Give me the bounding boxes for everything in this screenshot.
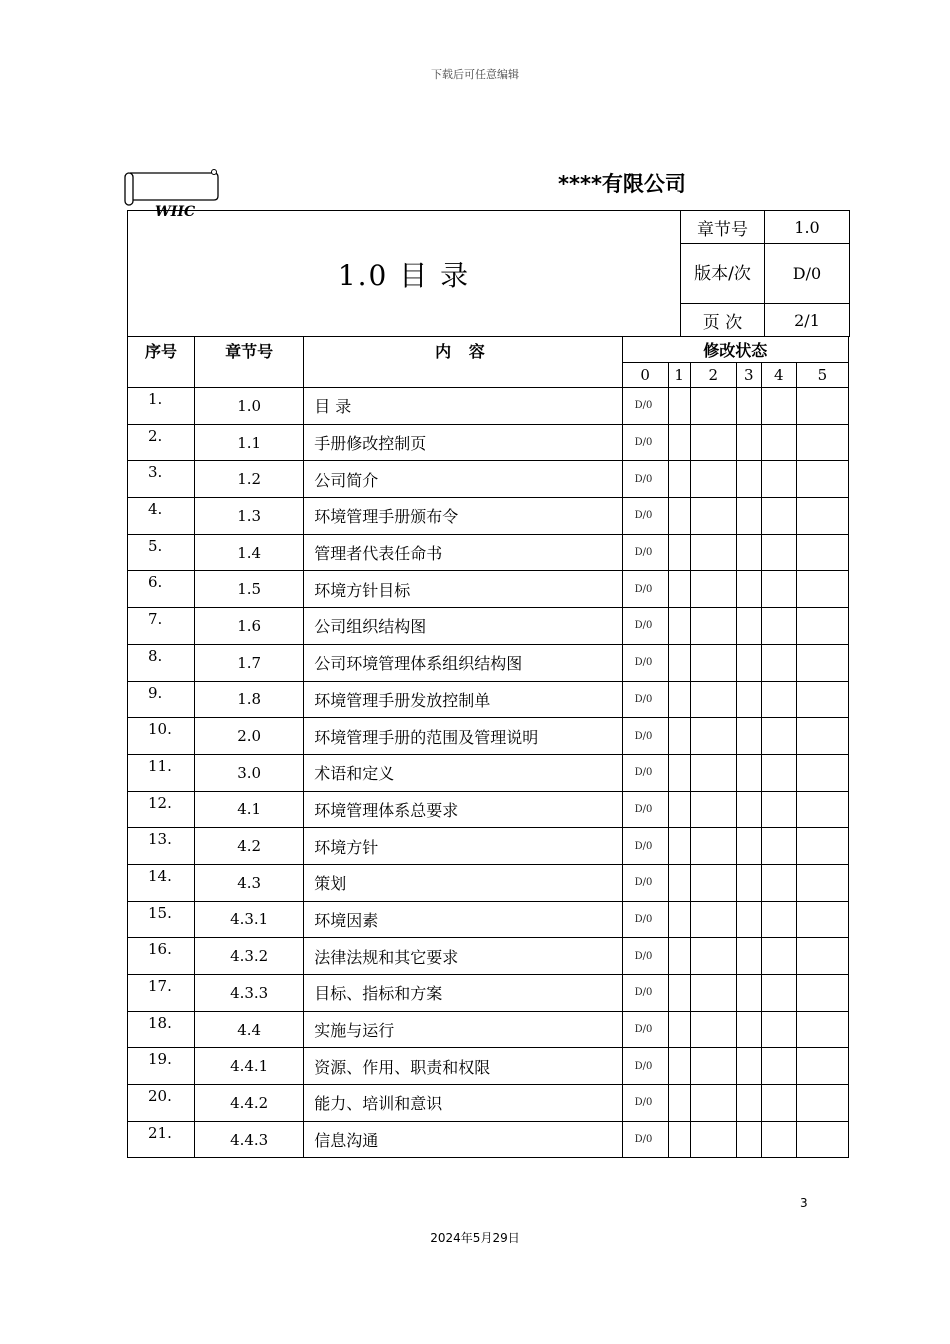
row-status-3 [736,754,761,791]
row-status-3 [736,791,761,828]
row-status-5 [796,644,848,681]
row-seq: 12. [128,791,195,828]
row-status-3 [736,608,761,645]
row-chapter: 1.8 [195,681,304,718]
row-status-4 [761,681,796,718]
table-row [128,938,849,975]
row-status-1 [668,1085,690,1122]
row-status-1 [668,1121,690,1158]
row-status-5 [796,828,848,865]
row-status-0: D/0 [622,1048,668,1085]
row-chapter: 1.2 [195,461,304,498]
row-content: 实施与运行 [304,1011,622,1048]
row-status-1 [668,791,690,828]
row-status-0: D/0 [622,644,668,681]
row-status-2 [690,718,736,755]
row-status-5 [796,791,848,828]
row-status-2 [690,1011,736,1048]
row-status-3 [736,534,761,571]
row-status-5 [796,938,848,975]
row-status-2 [690,644,736,681]
version-label: 版本/次 [681,244,765,304]
table-row [128,828,849,865]
row-content: 目标、指标和方案 [304,975,622,1012]
row-content: 环境因素 [304,901,622,938]
row-status-0: D/0 [622,938,668,975]
row-status-5 [796,864,848,901]
row-status-2 [690,901,736,938]
page-number: 3 [800,1196,808,1210]
row-content: 环境管理体系总要求 [304,791,622,828]
row-status-1 [668,975,690,1012]
row-chapter: 4.3.3 [195,975,304,1012]
version-0: 0 [622,363,668,388]
row-status-2 [690,681,736,718]
version-5: 5 [796,363,848,388]
row-status-4 [761,424,796,461]
row-status-2 [690,534,736,571]
row-status-3 [736,864,761,901]
row-status-3 [736,461,761,498]
row-status-5 [796,754,848,791]
row-seq: 16. [128,938,195,975]
row-status-4 [761,461,796,498]
row-status-4 [761,828,796,865]
row-status-3 [736,975,761,1012]
row-content: 目 录 [304,388,622,425]
row-chapter: 4.4 [195,1011,304,1048]
row-chapter: 1.1 [195,424,304,461]
row-status-1 [668,608,690,645]
row-status-1 [668,1011,690,1048]
row-content: 环境方针目标 [304,571,622,608]
row-status-1 [668,828,690,865]
row-status-3 [736,571,761,608]
row-status-0: D/0 [622,1011,668,1048]
row-status-1 [668,754,690,791]
row-status-0: D/0 [622,534,668,571]
row-status-1 [668,718,690,755]
row-status-0: D/0 [622,975,668,1012]
table-row [128,1085,849,1122]
row-seq: 10. [128,718,195,755]
row-status-2 [690,461,736,498]
row-seq: 13. [128,828,195,865]
row-status-2 [690,754,736,791]
table-row [128,571,849,608]
row-status-4 [761,534,796,571]
company-name: ****有限公司 [558,172,686,196]
row-status-4 [761,1048,796,1085]
row-status-1 [668,681,690,718]
row-status-0: D/0 [622,828,668,865]
table-row [128,975,849,1012]
row-status-0: D/0 [622,718,668,755]
row-chapter: 3.0 [195,754,304,791]
row-status-1 [668,461,690,498]
row-status-4 [761,975,796,1012]
row-content: 手册修改控制页 [304,424,622,461]
row-seq: 20. [128,1085,195,1122]
row-status-1 [668,1048,690,1085]
row-status-1 [668,901,690,938]
row-status-1 [668,864,690,901]
row-status-2 [690,388,736,425]
version-value: D/0 [765,244,850,304]
logo-text: WHC [155,204,196,218]
chapter-value: 1.0 [765,211,850,244]
row-chapter: 4.2 [195,828,304,865]
row-status-3 [736,828,761,865]
row-status-4 [761,1121,796,1158]
row-chapter: 2.0 [195,718,304,755]
row-status-3 [736,498,761,535]
row-status-0: D/0 [622,608,668,645]
table-row [128,644,849,681]
row-status-4 [761,644,796,681]
row-content: 资源、作用、职责和权限 [304,1048,622,1085]
footer-date: 2024年5月29日 [430,1231,520,1245]
document-title: 1.0 目 录 [128,211,681,337]
row-chapter: 1.6 [195,608,304,645]
row-chapter: 1.3 [195,498,304,535]
row-seq: 15. [128,901,195,938]
row-status-3 [736,644,761,681]
row-status-5 [796,608,848,645]
row-seq: 7. [128,608,195,645]
row-status-0: D/0 [622,571,668,608]
row-chapter: 1.0 [195,388,304,425]
row-seq: 3. [128,461,195,498]
row-status-5 [796,1048,848,1085]
contents-rows [128,388,849,1158]
table-row [128,718,849,755]
row-chapter: 4.1 [195,791,304,828]
row-seq: 8. [128,644,195,681]
row-status-5 [796,681,848,718]
row-content: 能力、培训和意识 [304,1085,622,1122]
row-status-0: D/0 [622,864,668,901]
row-chapter: 4.3 [195,864,304,901]
row-status-5 [796,975,848,1012]
table-row [128,1121,849,1158]
col-status-header: 修改状态 [622,337,848,363]
row-status-5 [796,498,848,535]
row-status-0: D/0 [622,681,668,718]
row-status-4 [761,571,796,608]
row-seq: 2. [128,424,195,461]
row-status-0: D/0 [622,791,668,828]
row-status-4 [761,938,796,975]
table-row [128,901,849,938]
table-row [128,791,849,828]
row-status-4 [761,1011,796,1048]
row-status-2 [690,791,736,828]
row-status-3 [736,718,761,755]
row-seq: 11. [128,754,195,791]
col-content-header: 内 容 [304,337,622,388]
row-status-4 [761,498,796,535]
row-content: 公司简介 [304,461,622,498]
row-status-1 [668,571,690,608]
row-status-3 [736,388,761,425]
row-status-4 [761,754,796,791]
table-row [128,1048,849,1085]
row-status-0: D/0 [622,754,668,791]
row-seq: 14. [128,864,195,901]
row-status-3 [736,1048,761,1085]
table-row [128,754,849,791]
row-status-4 [761,864,796,901]
row-status-1 [668,938,690,975]
row-status-0: D/0 [622,461,668,498]
version-2: 2 [690,363,736,388]
page-label: 页 次 [681,304,765,337]
row-status-1 [668,534,690,571]
download-note: 下载后可任意编辑 [431,68,519,81]
table-row [128,461,849,498]
row-content: 环境管理手册发放控制单 [304,681,622,718]
row-status-5 [796,1085,848,1122]
row-status-2 [690,571,736,608]
row-content: 公司环境管理体系组织结构图 [304,644,622,681]
row-seq: 18. [128,1011,195,1048]
row-status-3 [736,1121,761,1158]
col-seq-header: 序号 [128,337,195,388]
row-seq: 21. [128,1121,195,1158]
row-status-2 [690,1085,736,1122]
row-status-2 [690,424,736,461]
row-status-1 [668,498,690,535]
table-row [128,1011,849,1048]
row-status-4 [761,608,796,645]
row-content: 环境管理手册颁布令 [304,498,622,535]
row-seq: 6. [128,571,195,608]
row-status-5 [796,424,848,461]
row-content: 管理者代表任命书 [304,534,622,571]
row-chapter: 1.4 [195,534,304,571]
row-status-0: D/0 [622,498,668,535]
chapter-label: 章节号 [681,211,765,244]
row-status-3 [736,1085,761,1122]
col-chapter-header: 章节号 [195,337,304,388]
row-status-2 [690,975,736,1012]
row-status-0: D/0 [622,424,668,461]
row-chapter: 4.3.2 [195,938,304,975]
row-status-4 [761,388,796,425]
row-status-4 [761,718,796,755]
row-chapter: 1.5 [195,571,304,608]
row-status-5 [796,718,848,755]
row-status-5 [796,534,848,571]
row-status-3 [736,681,761,718]
row-chapter: 1.7 [195,644,304,681]
row-content: 法律法规和其它要求 [304,938,622,975]
row-status-3 [736,424,761,461]
row-status-0: D/0 [622,1121,668,1158]
document-header [127,210,850,337]
page-value: 2/1 [765,304,850,337]
row-content: 术语和定义 [304,754,622,791]
row-status-4 [761,1085,796,1122]
row-seq: 4. [128,498,195,535]
table-row [128,681,849,718]
row-chapter: 4.4.1 [195,1048,304,1085]
row-status-5 [796,901,848,938]
table-row [128,864,849,901]
table-row [128,388,849,425]
table-row [128,534,849,571]
row-status-2 [690,938,736,975]
row-status-3 [736,938,761,975]
row-status-5 [796,461,848,498]
row-status-0: D/0 [622,388,668,425]
version-1: 1 [668,363,690,388]
row-status-5 [796,571,848,608]
row-status-2 [690,1048,736,1085]
row-status-2 [690,498,736,535]
version-4: 4 [761,363,796,388]
row-status-4 [761,791,796,828]
row-status-0: D/0 [622,901,668,938]
row-seq: 9. [128,681,195,718]
row-chapter: 4.3.1 [195,901,304,938]
row-status-2 [690,828,736,865]
row-seq: 17. [128,975,195,1012]
row-content: 环境方针 [304,828,622,865]
row-status-3 [736,901,761,938]
row-status-2 [690,1121,736,1158]
contents-table [127,336,849,1158]
row-content: 策划 [304,864,622,901]
row-status-1 [668,644,690,681]
table-row [128,608,849,645]
row-seq: 1. [128,388,195,425]
row-seq: 19. [128,1048,195,1085]
row-status-5 [796,1121,848,1158]
row-status-3 [736,1011,761,1048]
row-chapter: 4.4.3 [195,1121,304,1158]
table-row [128,498,849,535]
row-content: 公司组织结构图 [304,608,622,645]
row-status-5 [796,1011,848,1048]
version-3: 3 [736,363,761,388]
row-chapter: 4.4.2 [195,1085,304,1122]
row-status-1 [668,424,690,461]
row-content: 环境管理手册的范围及管理说明 [304,718,622,755]
row-content: 信息沟通 [304,1121,622,1158]
row-status-5 [796,388,848,425]
row-status-1 [668,388,690,425]
row-status-2 [690,864,736,901]
row-status-0: D/0 [622,1085,668,1122]
row-status-4 [761,901,796,938]
table-row [128,424,849,461]
row-seq: 5. [128,534,195,571]
row-status-2 [690,608,736,645]
